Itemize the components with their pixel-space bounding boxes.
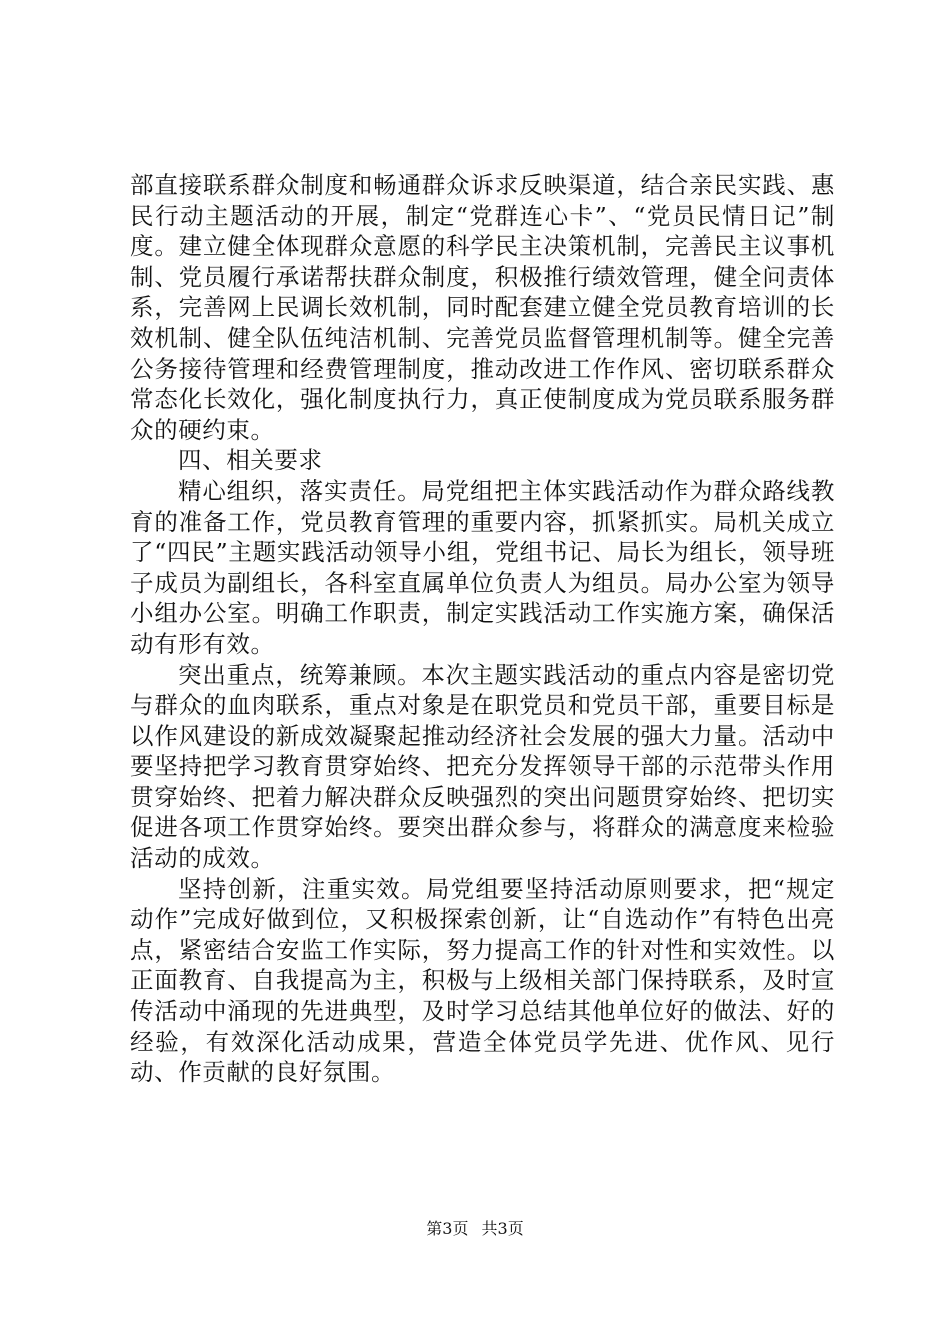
section-heading: 四、相关要求	[178, 446, 323, 475]
document-body	[130, 170, 835, 1088]
page-total: 共3页	[481, 1219, 524, 1238]
paragraph: 突出重点，统筹兼顾。本次主题实践活动的重点内容是密切党与群众的血肉联系，重点对象是在职党员和党员干部，重要目标是以作风建设的新成效凝聚起推动经济社会发展的强大力量。活动中要坚持把学习教育贯穿始终、把充分发挥领导干部的示范带头作用贯穿始终、把着力解决群众反映强烈的突出问题贯穿始终、把切实促进各项工作贯穿始终。要突出群众参与，将群众的满意度来检验活动的成效。	[130, 660, 835, 873]
paragraph: 精心组织，落实责任。局党组把主体实践活动作为群众路线教育的准备工作，党员教育管理的重要内容，抓紧抓实。局机关成立了“四民”主题实践活动领导小组，党组书记、局长为组长，领导班子成员为副组长，各科室直属单位负责人为组员。局办公室为领导小组办公室。明确工作职责，制定实践活动工作实施方案，确保活动有形有效。	[130, 476, 835, 658]
page-footer	[0, 1219, 950, 1239]
paragraph: 坚持创新，注重实效。局党组要坚持活动原则要求，把“规定动作”完成好做到位，又积极探索创新，让“自选动作”有特色出亮点，紧密结合安监工作实际，努力提高工作的针对性和实效性。以正面教育、自我提高为主，积极与上级相关部门保持联系，及时宣传活动中涌现的先进典型，及时学习总结其他单位好的做法、好的经验，有效深化活动成果，营造全体党员学先进、优作风、见行动、作贡献的良好氛围。	[130, 874, 835, 1087]
page-number: 第3页	[426, 1219, 469, 1238]
paragraph-continued: 部直接联系群众制度和畅通群众诉求反映渠道，结合亲民实践、惠民行动主题活动的开展，制定“党群连心卡”、“党员民情日记”制度。建立健全体现群众意愿的科学民主决策机制，完善民主议事机制、党员履行承诺帮扶群众制度，积极推行绩效管理，健全问责体系，完善网上民调长效机制，同时配套建立健全党员教育培训的长效机制、健全队伍纯洁机制、完善党员监督管理机制等。健全完善公务接待管理和经费管理制度，推动改进工作作风、密切联系群众常态化长效化，强化制度执行力，真正使制度成为党员联系服务群众的硬约束。	[130, 171, 835, 444]
